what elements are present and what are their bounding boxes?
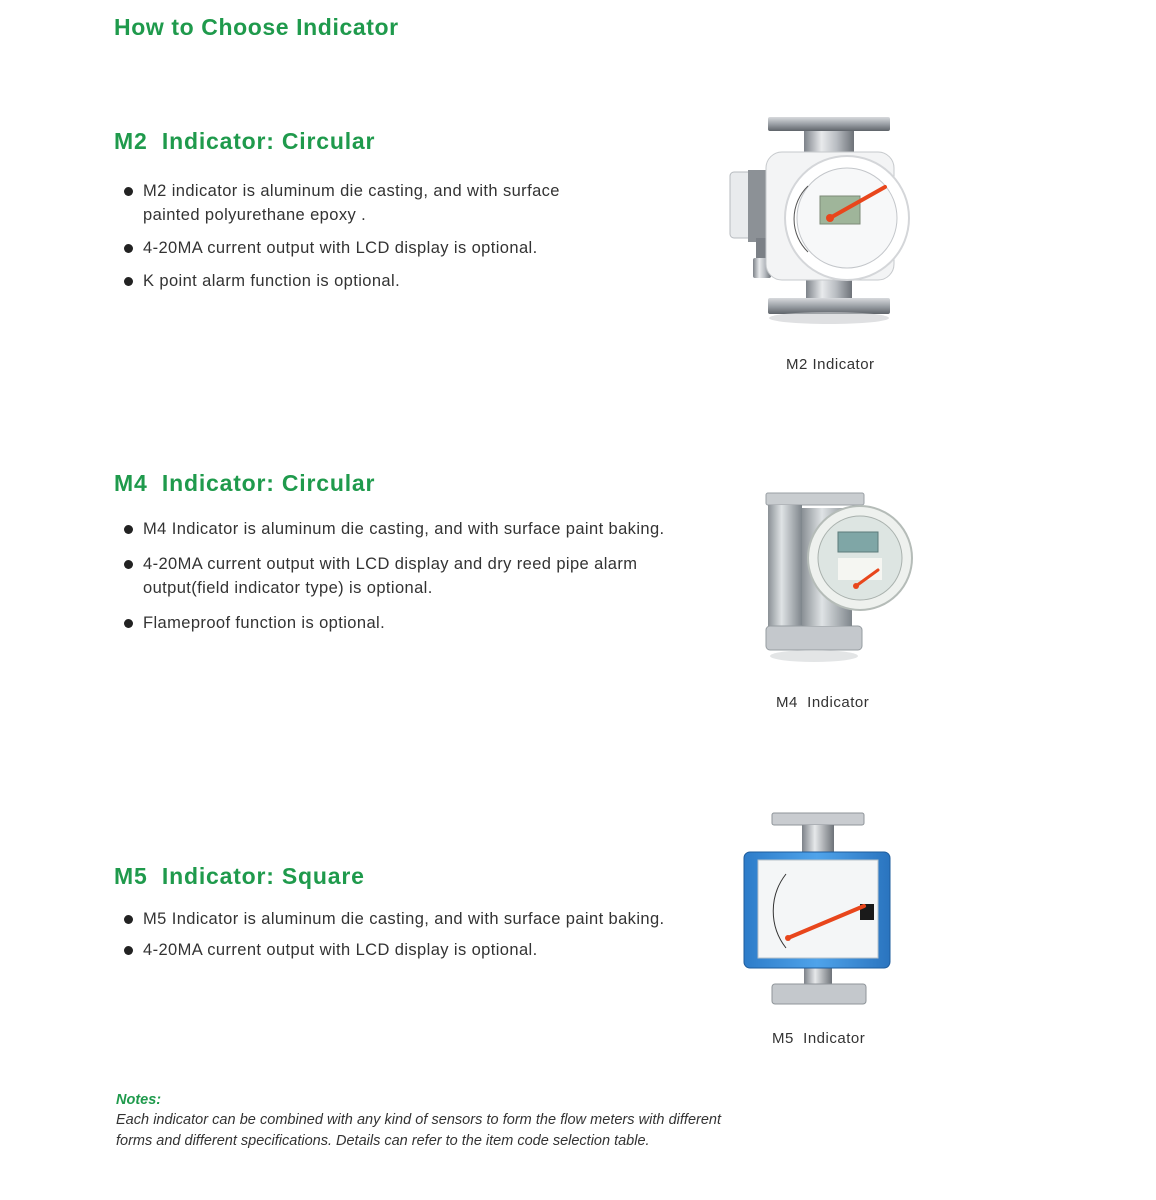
notes-body: Each indicator can be combined with any kind of sensors to form the flow meters with different forms and different specifications. Details can refer to the item code selection table. [116,1112,721,1149]
bullet-item [124,517,714,541]
bullet-item [124,236,604,260]
m5-indicator-image [740,808,895,1013]
bullet-dot-icon [124,946,133,955]
bullet-dot-icon [124,915,133,924]
section-heading-m5: M5 Indicator: Square [114,863,365,889]
bullet-list-m4 [124,517,714,635]
bullet-dot-icon [124,187,133,196]
bullet-item [124,938,714,962]
page-title: How to Choose Indicator [114,14,399,40]
bullet-text: Flameproof function is optional. [143,614,386,632]
bullet-dot-icon [124,560,133,569]
bullet-dot-icon [124,525,133,534]
section-heading-m4: M4 Indicator: Circular [114,470,376,496]
bullet-text: M5 Indicator is aluminum die casting, and with surface paint baking. [143,910,665,928]
notes-title: Notes: [116,1092,162,1108]
bullet-list-m5 [124,907,714,962]
bullet-text: 4-20MA current output with LCD display is optional. [143,239,538,257]
caption-m5: M5 Indicator [772,1030,866,1047]
m2-indicator-image [722,112,912,334]
bullet-text: 4-20MA current output with LCD display is optional. [143,941,538,959]
bullet-dot-icon [124,619,133,628]
bullet-list-m2 [124,179,604,293]
m2-flowmeter-icon [722,112,912,334]
caption-m2: M2 Indicator [786,356,875,373]
bullet-item [124,552,683,600]
m4-indicator-image [758,488,918,668]
bullet-text: K point alarm function is optional. [143,272,401,290]
bullet-dot-icon [124,244,133,253]
bullet-item [124,179,604,227]
bullet-text: M2 indicator is aluminum die casting, and with surface painted polyurethane epoxy . [143,182,560,224]
bullet-item [124,907,714,931]
bullet-text: 4-20MA current output with LCD display and dry reed pipe alarm output(field indicator type) is optional. [143,555,638,597]
bullet-item [124,611,714,635]
caption-m4: M4 Indicator [776,694,870,711]
bullet-item [124,269,604,293]
bullet-text: M4 Indicator is aluminum die casting, and with surface paint baking. [143,520,665,538]
notes-block [116,1090,721,1151]
m4-flowmeter-icon [758,488,918,668]
m5-flowmeter-icon [740,808,895,1013]
section-heading-m2: M2 Indicator: Circular [114,128,376,154]
bullet-dot-icon [124,277,133,286]
